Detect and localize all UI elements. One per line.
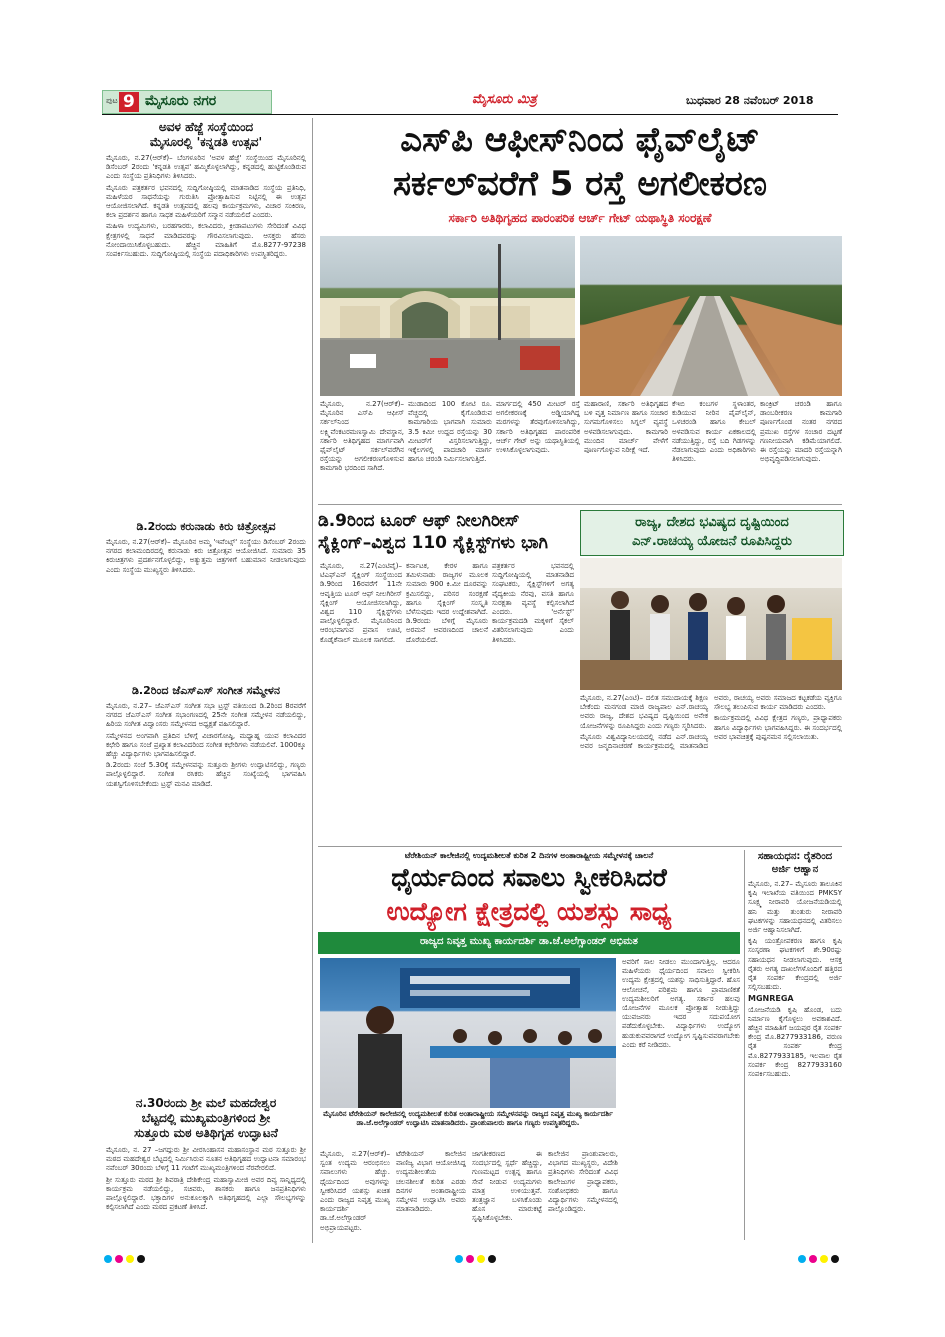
magenta-mark: [809, 1255, 817, 1263]
udyoga-kicker: ಟೆರೇಶಿಯನ್ ಕಾಲೇಜಿನಲ್ಲಿ ಉದ್ಯಮಶೀಲತೆ ಕುರಿತ 2 ದಿನಗಳ ಅಂತಾರಾಷ್ಟ್ರೀಯ ಸಮ್ಮೇಳನಕ್ಕೆ ಚಾಲನೆ: [404, 851, 654, 860]
raitha-headline-line2: ಅರ್ಜಿ ಆಹ್ವಾನ: [771, 864, 819, 875]
lead-col4: ಮಹಾರಾಣಿ, ಸರ್ಕಾರಿ ಅತಿಥಿಗೃಹದ ಬಳಿ ವೃತ್ತ ನಿರ್ಮಾಣ ಹಾಗೂ ಸಂಚಾರ ಸುಗಮಗೊಳಿಸಲು ಸಿಗ್ನಲ್ ವ್ಯವಸ್ಥೆ ಅಳವಡಿಸಲಾಗುವುದು. ಕಾಮಗಾರಿ ಮುಂದಿನ ಮಾರ್ಚ್ ವೇಳೆಗೆ ಪೂರ್ಣಗೊಳ್ಳುವ ನಿರೀಕ್ಷೆ ಇದೆ.: [584, 400, 668, 455]
story4-p2: ಶ್ರೀ ಸುತ್ತೂರು ಮಠದ ಶ್ರೀ ಶಿವರಾತ್ರಿ ದೇಶಿಕೇಂದ್ರ ಮಹಾಸ್ವಾಮೀಜಿ ಅವರ ದಿವ್ಯ ಸಾನ್ನಿಧ್ಯದಲ್ಲಿ ಕಾರ್ಯಕ್ರಮ ನಡೆಯಲಿದ್ದು, ಸಚಿವರು, ಶಾಸಕರು ಹಾಗೂ ಜನಪ್ರತಿನಿಧಿಗಳು ಪಾಲ್ಗೊಳ್ಳಲಿದ್ದಾರೆ. ಭಕ್ತಾದಿಗಳ ಅನುಕೂಲಕ್ಕಾಗಿ ಅತಿಥಿಗೃಹದಲ್ಲಿ ಎಲ್ಲಾ ಸೌಲಭ್ಯಗಳನ್ನು ಕಲ್ಪಿಸಲಾಗಿದೆ ಎಂದು ಮಠದ ಪ್ರಕಟಣೆ ತಿಳಿಸಿದೆ.: [106, 1175, 306, 1212]
rajya-p2: ಮೈಸೂರು ವಿಶ್ವವಿದ್ಯಾನಿಲಯದಲ್ಲಿ ನಡೆದ ಎನ್.ರಾಚಯ್ಯ ಅವರ ಜನ್ಮದಿನಾಚರಣೆ ಕಾರ್ಯಕ್ರಮದಲ್ಲಿ ಮಾತನಾಡಿದ ಅವರು, ರಾಚಯ್ಯ ಅವರು ಸಮಾಜದ ಕಟ್ಟಕಡೆಯ ವ್ಯಕ್ತಿಗೂ ಸೌಲಭ್ಯ ತಲುಪಿಸುವ ಕಾರ್ಯ ಮಾಡಿದರು ಎಂದರು.: [580, 694, 842, 751]
cyan-mark: [455, 1255, 463, 1263]
registration-marks-left: [104, 1248, 148, 1267]
story1-p2: ಮೈಸೂರು ಪತ್ರಕರ್ತರ ಭವನದಲ್ಲಿ ಸುದ್ದಿಗೋಷ್ಠಿಯಲ್ಲಿ ಮಾತನಾಡಿದ ಸಂಸ್ಥೆಯ ಪ್ರತಿನಿಧಿ, ಮಹಿಳೆಯರ ಸಾಧನೆಯನ್ನು ಗುರುತಿಸಿ ಪ್ರೋತ್ಸಾಹಿಸುವ ನಿಟ್ಟಿನಲ್ಲಿ ಈ ಉತ್ಸವ ಆಯೋಜಿಸಲಾಗಿದೆ. ಕನ್ನಡತಿ ಉತ್ಸವದಲ್ಲಿ ಹಲವು ಕಾರ್ಯಕ್ರಮಗಳು, ವಿಚಾರ ಸಂಕಿರಣ, ಕಲಾ ಪ್ರದರ್ಶನ ಹಾಗೂ ಸಾಧಕ ಮಹಿಳೆಯರಿಗೆ ಸನ್ಮಾನ ನಡೆಯಲಿದೆ ಎಂದರು.: [106, 183, 306, 220]
story1-headline-line2: ಮೈಸೂರಲ್ಲಿ 'ಕನ್ನಡತಿ ಉತ್ಸವ': [149, 135, 263, 149]
story4-headline: [106, 1096, 306, 1141]
magenta-mark: [466, 1255, 474, 1263]
udyoga-headline-line1: ಧೈರ್ಯದಿಂದ ಸವಾಲು ಸ್ವೀಕರಿಸಿದರೆ: [391, 863, 667, 892]
story1-headline: [106, 120, 306, 150]
lead-col6: ಕಾಂಕ್ರಿಟ್ ಚರಂಡಿ ಹಾಗೂ ಡಾಂಬರೀಕರಣ ಕಾಮಗಾರಿ ಪೂರ್ಣಗೊಂಡ ನಂತರ ನಗರದ ಪ್ರಮುಖ ರಸ್ತೆಗಳ ಸಂಚಾರ ದಟ್ಟಣೆ ಗಣನೀಯವಾಗಿ ಕಡಿಮೆಯಾಗಲಿದೆ. ಈ ರಸ್ತೆಯನ್ನು ಮಾದರಿ ರಸ್ತೆಯನ್ನಾಗಿ ಅಭಿವೃದ್ಧಿಪಡಿಸಲಾಗುವುದು.: [760, 400, 842, 464]
lead-col2: ಮುಡಾದಿಂದ 100 ಕೋಟಿ ರೂ. ವೆಚ್ಚದಲ್ಲಿ ಕೈಗೊಂಡಿರುವ ಕಾಮಗಾರಿಯ ಭಾಗವಾಗಿ ಸುಮಾರು 3.5 ಕಿಮೀ ಉದ್ದದ ರಸ್ತೆಯನ್ನು 30 ಮೀಟರ್‌ಗೆ ವಿಸ್ತರಿಸಲಾಗುತ್ತಿದ್ದು, ಇಕ್ಕೆಲಗಳಲ್ಲಿ ಪಾದಚಾರಿ ಮಾರ್ಗ ಹಾಗೂ ಚರಂಡಿ ನಿರ್ಮಿಸಲಾಗುತ್ತಿದೆ.: [408, 400, 492, 464]
lead-col3: ಮಾರ್ಗದಲ್ಲಿ 450 ಮೀಟರ್ ರಸ್ತೆ ಅಗಲೀಕರಣಕ್ಕೆ ಅಡ್ಡಿಯಾಗಿದ್ದ ಮರಗಳನ್ನು ತೆರವುಗೊಳಿಸಲಾಗಿದ್ದು, ಸರ್ಕಾರಿ ಅತಿಥಿಗೃಹದ ಪಾರಂಪರಿಕ ಆರ್ಚ್ ಗೇಟ್ ಅನ್ನು ಯಥಾಸ್ಥಿತಿಯಲ್ಲಿ ಉಳಿಸಿಕೊಳ್ಳಲಾಗುವುದು.: [496, 400, 580, 455]
rajya-p3: ಕಾರ್ಯಕ್ರಮದಲ್ಲಿ ವಿವಿಧ ಕ್ಷೇತ್ರದ ಗಣ್ಯರು, ಪ್ರಾಧ್ಯಾಪಕರು ಹಾಗೂ ವಿದ್ಯಾರ್ಥಿಗಳು ಭಾಗವಹಿಸಿದ್ದರು. ಈ ಸಂದರ್ಭದಲ್ಲಿ ಅವರ ಭಾವಚಿತ್ರಕ್ಕೆ ಪುಷ್ಪನಮನ ಸಲ್ಲಿಸಲಾಯಿತು.: [714, 714, 842, 741]
raitha-headline: [748, 850, 842, 876]
udyoga-col3: ಜಾಗತೀಕರಣದ ಈ ಸಂದರ್ಭದಲ್ಲಿ ಸ್ಪರ್ಧೆ ಹೆಚ್ಚಿದ್ದು, ಗುಣಮಟ್ಟದ ಉತ್ಪನ್ನ ಹಾಗೂ ಸೇವೆ ನೀಡುವ ಉದ್ಯಮಗಳು ಮಾತ್ರ ಉಳಿಯುತ್ತವೆ. ತಂತ್ರಜ್ಞಾನ ಬಳಸಿಕೊಂಡು ಹೊಸ ಮಾರುಕಟ್ಟೆ ಸೃಷ್ಟಿಸಿಕೊಳ್ಳಬೇಕು.: [472, 1150, 542, 1223]
tour-headline: [318, 510, 573, 554]
section-tag: [102, 90, 272, 114]
cyan-mark: [798, 1255, 806, 1263]
drain-illustration: [580, 236, 842, 396]
page-number-box: [119, 92, 139, 112]
story4-headline-line3: ಸುತ್ತೂರು ಮಠ ಅತಿಥಿಗೃಹ ಉದ್ಘಾಟನೆ: [134, 1126, 278, 1140]
rajya-p1: ಮೈಸೂರು, ನ.27(ಎಂಟಿ)– ದಲಿತ ಸಮುದಾಯಕ್ಕೆ ಶಿಕ್ಷಣ ಬೇಕೆಂದು ಮನಗಂಡ ಮಾಜಿ ರಾಜ್ಯಪಾಲ ಎನ್.ರಾಚಯ್ಯ ಅವರು ರಾಜ್ಯ, ದೇಶದ ಭವಿಷ್ಯದ ದೃಷ್ಟಿಯಿಂದ ಅನೇಕ ಯೋಜನೆಗಳನ್ನು ರೂಪಿಸಿದ್ದರು ಎಂದು ಗಣ್ಯರು ಸ್ಮರಿಸಿದರು.: [580, 694, 708, 730]
udyoga-photo-caption: ಮೈಸೂರಿನ ಟೆರೇಶಿಯನ್ ಕಾಲೇಜಿನಲ್ಲಿ ಉದ್ಯಮಶೀಲತೆ ಕುರಿತ ಅಂತಾರಾಷ್ಟ್ರೀಯ ಸಮ್ಮೇಳನವನ್ನು ರಾಜ್ಯದ ನಿವೃತ್ತ ಮುಖ್ಯ ಕಾರ್ಯದರ್ಶಿ ಡಾ.ಜೆ.ಅಲೆಗ್ಸಾಂಡರ್ ಉದ್ಘಾಟಿಸಿ ಮಾತನಾಡಿದರು. ಪ್ರಾಂಶುಪಾಲರು ಹಾಗೂ ಗಣ್ಯರು ಉಪಸ್ಥಿತರಿದ್ದರು.: [323, 1110, 613, 1127]
masthead: ಮೈಸೂರು ಮಿತ್ರ: [472, 92, 537, 107]
yellow-mark: [820, 1255, 828, 1263]
black-mark: [488, 1255, 496, 1263]
udyoga-banner: [318, 932, 740, 954]
story1-headline-line1: ಅವಳ ಹೆಜ್ಜೆ ಸಂಸ್ಥೆಯಿಂದ: [158, 120, 254, 134]
story4-headline-line2: ಬೆಟ್ಟದಲ್ಲಿ ಮುಖ್ಯಮಂತ್ರಿಗಳಿಂದ ಶ್ರೀ: [141, 1111, 271, 1125]
udyoga-col1: ಮೈಸೂರು, ನ.27(ಆರ್‌ಕೆ)– ಸ್ವಂತ ಉದ್ಯಮ ಆರಂಭಿಸಲು ಸವಾಲುಗಳು ಹೆಚ್ಚು. ಧೈರ್ಯದಿಂದ ಅವುಗಳನ್ನು ಸ್ವೀಕರಿಸಿದರೆ ಯಶಸ್ಸು ಖಚಿತ ಎಂದು ರಾಜ್ಯದ ನಿವೃತ್ತ ಮುಖ್ಯ ಕಾರ್ಯದರ್ಶಿ ಡಾ.ಜೆ.ಅಲೆಗ್ಸಾಂಡರ್ ಅಭಿಪ್ರಾಯಪಟ್ಟರು.: [320, 1150, 390, 1232]
lead-headline-line1: ಎಸ್‌ಪಿ ಆಫೀಸ್‌ನಿಂದ ಫೈವ್‌ಲೈಟ್: [400, 120, 760, 160]
lead-photo-drain-construction: [580, 236, 842, 396]
arch-gate-illustration: [320, 236, 575, 396]
tour-col3: ಪತ್ರಕರ್ತರ ಭವನದಲ್ಲಿ ಸುದ್ದಿಗೋಷ್ಠಿಯಲ್ಲಿ ಮಾತನಾಡಿದ ಸಂಘಟಕರು, ಸೈಕ್ಲಿಸ್ಟ್‌ಗಳಿಗೆ ಅಗತ್ಯ ವೈದ್ಯಕೀಯ ನೆರವು, ವಸತಿ ಹಾಗೂ ಸುರಕ್ಷತಾ ವ್ಯವಸ್ಥೆ ಕಲ್ಪಿಸಲಾಗಿದೆ ಎಂದರು. 'ಅರ್ನೆಸ್ಟ್' ಕಾರ್ಯಕ್ರಮದಡಿ ಮಕ್ಕಳಿಗೆ ಸೈಕಲ್ ವಿತರಿಸಲಾಗುವುದು ಎಂದು ತಿಳಿಸಿದರು.: [492, 562, 574, 644]
story3-p3: ಡಿ.2ರಂದು ಸಂಜೆ 5.30ಕ್ಕೆ ಸಮ್ಮೇಳನವನ್ನು ಸುತ್ತೂರು ಶ್ರೀಗಳು ಉದ್ಘಾಟಿಸಲಿದ್ದು, ಗಣ್ಯರು ಪಾಲ್ಗೊಳ್ಳಲಿದ್ದಾರೆ. ಸಂಗೀತ ರಸಿಕರು ಹೆಚ್ಚಿನ ಸಂಖ್ಯೆಯಲ್ಲಿ ಭಾಗವಹಿಸಿ ಯಶಸ್ವಿಗೊಳಿಸಬೇಕೆಂದು ಟ್ರಸ್ಟ್ ಮನವಿ ಮಾಡಿದೆ.: [106, 761, 306, 788]
yellow-mark: [477, 1255, 485, 1263]
lead-bottom-rule: [318, 504, 842, 505]
raitha-p2: ಕೃಷಿ ಯಂತ್ರೋಪಕರಣ ಹಾಗೂ ಕೃಷಿ ಸಂಸ್ಕರಣಾ ಘಟಕಗಳಿಗೆ ಶೇ.90ರಷ್ಟು ಸಹಾಯಧನ ನೀಡಲಾಗುವುದು. ಆಸಕ್ತ ರೈತರು ಅಗತ್ಯ ದಾಖಲೆಗಳೊಂದಿಗೆ ಹತ್ತಿರದ ರೈತ ಸಂಪರ್ಕ ಕೇಂದ್ರದಲ್ಲಿ ಅರ್ಜಿ ಸಲ್ಲಿಸಬಹುದು.: [748, 937, 842, 992]
registration-marks-center: [455, 1248, 499, 1267]
lead-headline-line2: ಸರ್ಕಲ್‌ವರೆಗೆ 5 ರಸ್ತೆ ಅಗಲೀಕರಣ: [392, 164, 768, 204]
lead-col5: ಕೆಇಬಿ ಕಂಬಗಳ ಸ್ಥಳಾಂತರ, ಕುಡಿಯುವ ನೀರಿನ ಪೈಪ್‌ಲೈನ್, ಒಳಚರಂಡಿ ಹಾಗೂ ಕೇಬಲ್ ಅಳವಡಿಸುವ ಕಾರ್ಯ ಏಕಕಾಲದಲ್ಲಿ ನಡೆಯುತ್ತಿದ್ದು, ರಸ್ತೆ ಬದಿ ಗಿಡಗಳನ್ನು ನೆಡಲಾಗುವುದು ಎಂದು ಅಧಿಕಾರಿಗಳು ತಿಳಿಸಿದರು.: [672, 400, 756, 464]
lead-col1: ಮೈಸೂರು, ನ.27(ಆರ್‌ಕೆ)–ಮೈಸೂರಿನ ಎಸ್‌ಪಿ ಆಫೀಸ್ ಸರ್ಕಲ್‌ನಿಂದ ಲಕ್ಷ್ಮಿವೆಂಕಟರಮಣಸ್ವಾಮಿ ದೇವಸ್ಥಾನ, ಸರ್ಕಾರಿ ಅತಿಥಿಗೃಹದ ಮಾರ್ಗವಾಗಿ ಫೈವ್‌ಲೈಟ್ ಸರ್ಕಲ್‌ವರೆಗಿನ ರಸ್ತೆಯನ್ನು ಅಗಲೀಕರಣಗೊಳಿಸುವ ಕಾಮಗಾರಿ ಭರದಿಂದ ಸಾಗಿದೆ.: [320, 400, 404, 473]
tour-headline-line1: ಡಿ.9ರಿಂದ ಟೂರ್ ಆಫ್ ನೀಲಗಿರೀಸ್: [318, 511, 520, 531]
story4-headline-line1: ನ.30ರಂದು ಶ್ರೀ ಮಲೆ ಮಹದೇಶ್ವರ: [135, 1096, 277, 1110]
rajya-headline-box: [580, 510, 844, 556]
raitha-mgnrega: MGNREGA: [748, 994, 794, 1004]
story2-headline: ಡಿ.2ರಂದು ಕರುನಾಡು ಕಿರು ಚಿತ್ರೋತ್ಸವ: [136, 520, 276, 533]
raitha-divider: [744, 850, 745, 1240]
raitha-p1: ಮೈಸೂರು, ನ.27– ಮೈಸೂರು ತಾಲೂಕಿನ ಕೃಷಿ ಇಲಾಖೆಯ ವತಿಯಿಂದ PMKSY ಸೂಕ್ಷ್ಮ ನೀರಾವರಿ ಯೋಜನೆಯಡಿಯಲ್ಲಿ ಹನಿ ಮತ್ತು ತುಂತುರು ನೀರಾವರಿ ಘಟಕಗಳನ್ನು ಸಹಾಯಧನದಲ್ಲಿ ವಿತರಿಸಲು ಅರ್ಜಿ ಆಹ್ವಾನಿಸಲಾಗಿದೆ.: [748, 880, 842, 935]
registration-marks-right: [798, 1248, 842, 1267]
tour-headline-line2: ಸೈಕ್ಲಿಂಗ್–ವಿಶ್ವದ 110 ಸೈಕ್ಲಿಸ್ಟ್‌ಗಳು ಭಾಗಿ: [318, 533, 548, 553]
udyoga-col2: ಟೆರೇಶಿಯನ್ ಕಾಲೇಜಿನ ವಾಣಿಜ್ಯ ವಿಭಾಗ ಆಯೋಜಿಸಿದ್ದ ಉದ್ಯಮಶೀಲತೆಯ ಚಲನಶೀಲತೆ ಕುರಿತ ಎರಡು ದಿನಗಳ ಅಂತಾರಾಷ್ಟ್ರೀಯ ಸಮ್ಮೇಳನ ಉದ್ಘಾಟಿಸಿ ಅವರು ಮಾತನಾಡಿದರು.: [396, 1150, 466, 1214]
black-mark: [831, 1255, 839, 1263]
column-divider: [312, 118, 313, 1243]
story3-p2: ಸಮ್ಮೇಳನದ ಅಂಗವಾಗಿ ಪ್ರತಿದಿನ ಬೆಳಿಗ್ಗೆ ವಿಚಾರಗೋಷ್ಠಿ, ಮಧ್ಯಾಹ್ನ ಯುವ ಕಲಾವಿದರ ಕಛೇರಿ ಹಾಗೂ ಸಂಜೆ ಪ್ರಖ್ಯಾತ ಕಲಾವಿದರಿಂದ ಸಂಗೀತ ಕಛೇರಿಗಳು ನಡೆಯಲಿವೆ. 1000ಕ್ಕೂ ಹೆಚ್ಚು ವಿದ್ಯಾರ್ಥಿಗಳು ಭಾಗವಹಿಸಲಿದ್ದಾರೆ.: [106, 731, 306, 759]
story3-headline: ಡಿ.2ರಿಂದ ಜೆಎಸ್‌ಎಸ್ ಸಂಗೀತ ಸಮ್ಮೇಳನ: [131, 684, 281, 697]
tour-col1: ಮೈಸೂರು, ನ.27(ಎಂಟಿವೈ)– ಟಿಎಫ್‌ಎನ್ ಸೈಕ್ಲಿಂಗ್ ಸಂಸ್ಥೆಯಿಂದ ಡಿ.9ರಿಂದ 16ರವರೆಗೆ 11ನೇ ಆವೃತ್ತಿಯ ಟೂರ್ ಆಫ್ ನೀಲಗಿರೀಸ್ ಸೈಕ್ಲಿಂಗ್ ಆಯೋಜಿಸಲಾಗಿದ್ದು, ವಿಶ್ವದ 110 ಸೈಕ್ಲಿಸ್ಟ್‌ಗಳು ಪಾಲ್ಗೊಳ್ಳಲಿದ್ದಾರೆ. ಮೈಸೂರಿನಿಂದ ಆರಂಭವಾಗುವ ಪ್ರವಾಸ ಊಟಿ, ಕೊಡೈಕೆನಾಲ್ ಮೂಲಕ ಸಾಗಲಿದೆ.: [320, 562, 402, 644]
story3-p1: ಮೈಸೂರು, ನ.27– ಜೆಎಸ್‌ಎಸ್ ಸಂಗೀತ ಸಭಾ ಟ್ರಸ್ಟ್ ವತಿಯಿಂದ ಡಿ.2ರಿಂದ 8ರವರೆಗೆ ನಗರದ ಜೆಎಸ್‌ಎಸ್ ಸಂಗೀತ ಸಭಾಂಗಣದಲ್ಲಿ 25ನೇ ಸಂಗೀತ ಸಮ್ಮೇಳನ ನಡೆಯಲಿದ್ದು, ಹಿರಿಯ ಸಂಗೀತ ವಿದ್ವಾಂಸರು ಸಮ್ಮೇಳನದ ಅಧ್ಯಕ್ಷತೆ ವಹಿಸಲಿದ್ದಾರೆ.: [106, 702, 306, 729]
story1-p1: ಮೈಸೂರು, ನ.27(ಆರ್‌ಕೆ)– ಬೆಂಗಳೂರಿನ 'ಅವಳ ಹೆಜ್ಜೆ' ಸಂಸ್ಥೆಯಿಂದ ಮೈಸೂರಿನಲ್ಲಿ ಡಿಸೆಂಬರ್ 2ರಂದು 'ಕನ್ನಡತಿ ಉತ್ಸವ' ಹಮ್ಮಿಕೊಳ್ಳಲಾಗಿದ್ದು, ಕನ್ನಡದಲ್ಲಿ ಹುಟ್ಟಿಕೊಂಡಿರುವ ಎಂದು ಸಂಸ್ಥೆಯ ಪ್ರತಿನಿಧಿಗಳು ತಿಳಿಸಿದರು.: [106, 154, 306, 181]
page-label: ಪುಟ: [106, 96, 118, 105]
udyoga-banner-text: ರಾಜ್ಯದ ನಿವೃತ್ತ ಮುಖ್ಯ ಕಾರ್ಯದರ್ಶಿ ಡಾ.ಜೆ.ಅಲೆಗ್ಸಾಂಡರ್ ಅಭಿಮತ: [420, 936, 638, 947]
lead-photo-arch-gate: [320, 236, 575, 396]
rajya-headline-line1: ರಾಜ್ಯ, ದೇಶದ ಭವಿಷ್ಯದ ದೃಷ್ಟಿಯಿಂದ: [635, 515, 789, 530]
story4-body: [106, 1146, 306, 1241]
rajya-body: [580, 694, 842, 844]
cyan-mark: [104, 1255, 112, 1263]
lead-subhead: ಸರ್ಕಾರಿ ಅತಿಥಿಗೃಹದ ಪಾರಂಪರಿಕ ಆರ್ಚ್ ಗೇಟ್ ಯಥಾಸ್ಥಿತಿ ಸಂರಕ್ಷಣೆ: [448, 211, 712, 225]
black-mark: [137, 1255, 145, 1263]
udyoga-right-col: ಅವರಿಗೆ ಸಾಲ ನೀಡಲು ಮುಂದಾಗುತ್ತಿಲ್ಲ. ಆದರೂ ಮಹಿಳೆಯರು ಧೈರ್ಯದಿಂದ ಸವಾಲು ಸ್ವೀಕರಿಸಿ ಉದ್ಯಮ ಕ್ಷೇತ್ರದಲ್ಲಿ ಯಶಸ್ಸು ಸಾಧಿಸುತ್ತಿದ್ದಾರೆ. ಹೊಸ ಆಲೋಚನೆ, ಪರಿಶ್ರಮ ಹಾಗೂ ಪ್ರಾಮಾಣಿಕತೆ ಉದ್ಯಮಶೀಲರಿಗೆ ಅಗತ್ಯ. ಸರ್ಕಾರ ಹಲವು ಯೋಜನೆಗಳ ಮೂಲಕ ಪ್ರೋತ್ಸಾಹ ನೀಡುತ್ತಿದ್ದು ಯುವಜನರು ಇದರ ಸದುಪಯೋಗ ಪಡೆದುಕೊಳ್ಳಬೇಕು. ವಿದ್ಯಾರ್ಥಿಗಳು ಉದ್ಯೋಗ ಹುಡುಕುವವರಾಗದೆ ಉದ್ಯೋಗ ಸೃಷ್ಟಿಸುವವರಾಗಬೇಕು ಎಂದು ಕರೆ ನೀಡಿದರು.: [622, 958, 740, 1049]
story2-body: [106, 538, 306, 678]
udyoga-col4: ಕಾಲೇಜಿನ ಪ್ರಾಂಶುಪಾಲರು, ವಿಭಾಗದ ಮುಖ್ಯಸ್ಥರು, ವಿದೇಶಿ ಪ್ರತಿನಿಧಿಗಳು ಸೇರಿದಂತೆ ವಿವಿಧ ಕಾಲೇಜುಗಳ ಪ್ರಾಧ್ಯಾಪಕರು, ಸಂಶೋಧಕರು ಹಾಗೂ ವಿದ್ಯಾರ್ಥಿಗಳು ಸಮ್ಮೇಳನದಲ್ಲಿ ಪಾಲ್ಗೊಂಡಿದ್ದರು.: [548, 1150, 618, 1214]
udyoga-photo-conference: [320, 958, 616, 1108]
issue-date: ಬುಧವಾರ 28 ನವೆಂಬರ್ 2018: [686, 94, 814, 107]
yellow-mark: [126, 1255, 134, 1263]
lead-headline: [318, 118, 842, 206]
header-rule: [102, 114, 838, 115]
raitha-body: [748, 880, 842, 1240]
rajya-photo-event: [580, 558, 842, 690]
rajya-headline-line2: ಎನ್.ರಾಚಯ್ಯ ಯೋಜನೆ ರೂಪಿಸಿದ್ದರು: [632, 534, 792, 549]
left-column: [106, 118, 306, 1243]
page-number: 9: [123, 92, 135, 112]
section-name: ಮೈಸೂರು ನಗರ: [145, 93, 217, 109]
page-header: [102, 90, 838, 114]
story1-p3: ಮಹಿಳಾ ಉದ್ಯಮಿಗಳು, ಬರಹಗಾರರು, ಕಲಾವಿದರು, ಕ್ರೀಡಾಪಟುಗಳು ಸೇರಿದಂತೆ ವಿವಿಧ ಕ್ಷೇತ್ರಗಳಲ್ಲಿ ಸಾಧನೆ ಮಾಡಿದವರನ್ನು ಗೌರವಿಸಲಾಗುವುದು. ಆಸಕ್ತರು ಹೆಸರು ನೋಂದಾಯಿಸಿಕೊಳ್ಳಬಹುದು. ಹೆಚ್ಚಿನ ಮಾಹಿತಿಗೆ ಮೊ.8277-97238 ಸಂಪರ್ಕಿಸಬಹುದು. ಸುದ್ದಿಗೋಷ್ಠಿಯಲ್ಲಿ ಸಂಸ್ಥೆಯ ಪದಾಧಿಕಾರಿಗಳು ಉಪಸ್ಥಿತರಿದ್ದರು.: [106, 222, 306, 259]
raitha-headline-line1: ಸಹಾಯಧನ: ರೈತರಿಂದ: [757, 851, 833, 862]
story2-p1: ಮೈಸೂರು, ನ.27(ಆರ್‌ಕೆ)– ಮೈಸೂರಿನ ಅಮ್ಮ 'ಇವೆಂಟ್ಸ್' ಸಂಸ್ಥೆಯು ಡಿಸೆಂಬರ್ 2ರಂದು ನಗರದ ಕಲಾಮಂದಿರದಲ್ಲಿ ಕರುನಾಡು ಕಿರು ಚಿತ್ರೋತ್ಸವ ಆಯೋಜಿಸಿದೆ. ಸುಮಾರು 35 ಕಿರುಚಿತ್ರಗಳು ಪ್ರದರ್ಶನಗೊಳ್ಳಲಿದ್ದು, ಅತ್ಯುತ್ತಮ ಚಿತ್ರಗಳಿಗೆ ಬಹುಮಾನ ನೀಡಲಾಗುವುದು ಎಂದು ಸಂಸ್ಥೆಯ ಮುಖ್ಯಸ್ಥರು ತಿಳಿಸಿದರು.: [106, 538, 306, 574]
story4-p1: ಮೈಸೂರು, ನ. 27 –ಜಗದ್ಗುರು ಶ್ರೀ ವೀರಸಿಂಹಾಸನ ಮಹಾಸಂಸ್ಥಾನ ಮಠ ಸುತ್ತೂರು ಶ್ರೀ ಮಠದ ಮಹದೇಶ್ವರ ಬೆಟ್ಟದಲ್ಲಿ ನಿರ್ಮಿಸಿರುವ ನೂತನ ಅತಿಥಿಗೃಹದ ಉದ್ಘಾಟನಾ ಸಮಾರಂಭ ನವೆಂಬರ್ 30ರಂದು ಬೆಳಿಗ್ಗೆ 11 ಗಂಟೆಗೆ ಮುಖ್ಯಮಂತ್ರಿಗಳಿಂದ ನೆರವೇರಲಿದೆ.: [106, 1146, 306, 1173]
rajya-event-illustration: [580, 558, 842, 690]
mid-bottom-rule: [318, 846, 842, 847]
raitha-p3: ಯೋಜನೆಯಡಿ ಕೃಷಿ ಹೊಂಡ, ಬದು ನಿರ್ಮಾಣ ಕೈಗೊಳ್ಳಲು ಅವಕಾಶವಿದೆ. ಹೆಚ್ಚಿನ ಮಾಹಿತಿಗೆ ಜಯಪುರ ರೈತ ಸಂಪರ್ಕ ಕೇಂದ್ರ ಮೊ.8277933186, ವರುಣ ರೈತ ಸಂಪರ್ಕ ಕೇಂದ್ರ ಮೊ.8277933185, ಇಲವಾಲ ರೈತ ಸಂಪರ್ಕ ಕೇಂದ್ರ 8277933160 ಸಂಪರ್ಕಿಸಬಹುದು.: [748, 1005, 842, 1079]
conference-illustration: [320, 958, 616, 1108]
udyoga-headline-line2: ಉದ್ಯೋಗ ಕ್ಷೇತ್ರದಲ್ಲಿ ಯಶಸ್ಸು ಸಾಧ್ಯ: [386, 897, 672, 926]
tour-col2: ಕರ್ನಾಟಕ, ಕೇರಳ ಹಾಗೂ ತಮಿಳುನಾಡು ರಾಜ್ಯಗಳ ಮೂಲಕ ಸುಮಾರು 900 ಕಿ.ಮೀ ದೂರವನ್ನು ಕ್ರಮಿಸಲಿದ್ದು, ಪರಿಸರ ಸಂರಕ್ಷಣೆ ಹಾಗೂ ಸೈಕ್ಲಿಂಗ್ ಸಂಸ್ಕೃತಿ ಬೆಳೆಸುವುದು ಇದರ ಉದ್ದೇಶವಾಗಿದೆ. ಡಿ.9ರಂದು ಬೆಳಿಗ್ಗೆ ಮೈಸೂರು ಅರಮನೆ ಆವರಣದಿಂದ ಚಾಲನೆ ದೊರೆಯಲಿದೆ.: [406, 562, 488, 644]
magenta-mark: [115, 1255, 123, 1263]
story3-body: [106, 702, 306, 1094]
story1-body: [106, 154, 306, 514]
